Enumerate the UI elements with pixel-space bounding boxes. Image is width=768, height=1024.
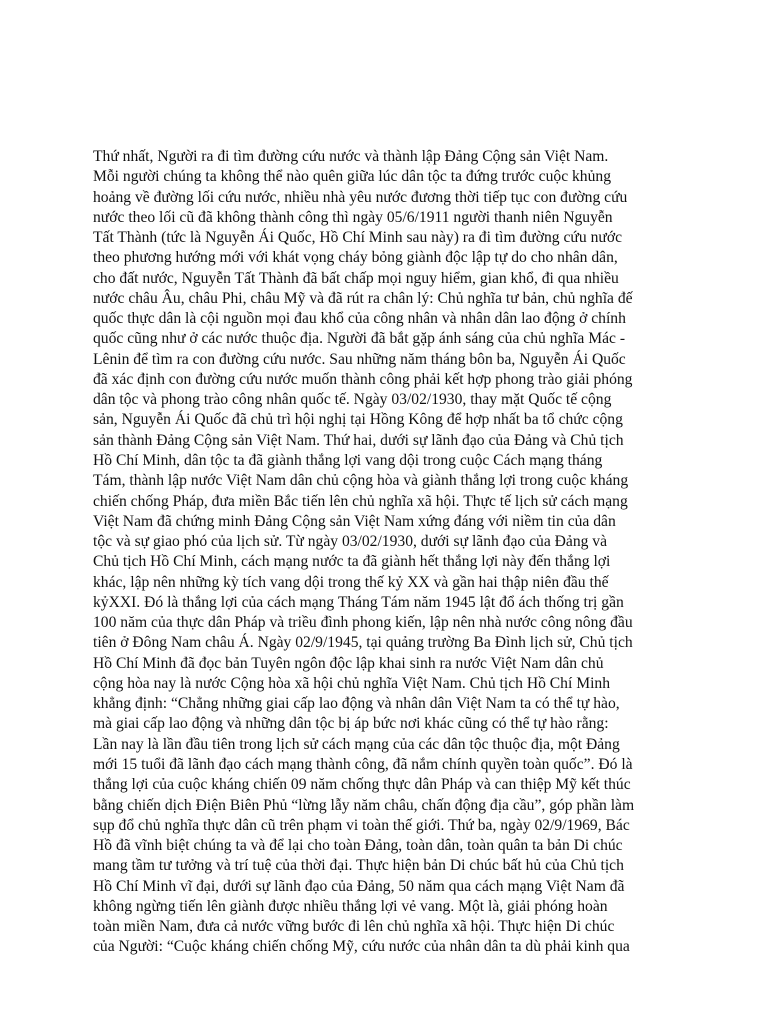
text-line: không ngừng tiến lên giành được nhiều thắng lợi vẻ vang. Một là, giải phóng hoàn	[93, 897, 608, 915]
text-line: của Người: “Cuộc kháng chiến chống Mỹ, cứu nước của nhân dân ta dù phải kinh qua	[93, 938, 630, 956]
text-line: sản, Nguyễn Ái Quốc đã chủ trì hội nghị tại Hồng Kông để hợp nhất ba tổ chức cộng	[93, 411, 623, 429]
text-line: thắng lợi của cuộc kháng chiến 09 năm chống thực dân Pháp và can thiệp Mỹ kết thúc	[93, 776, 631, 794]
text-line: nước châu Âu, châu Phi, châu Mỹ và đã rút ra chân lý: Chủ nghĩa tư bản, chủ nghĩa đế	[93, 289, 633, 307]
text-line: kỷXXI. Đó là thắng lợi của cách mạng Tháng Tám năm 1945 lật đổ ách thống trị gần	[93, 593, 624, 611]
text-line: đã xác định con đường cứu nước muốn thành công phải kết hợp phong trào giải phóng	[93, 370, 633, 388]
text-line: Việt Nam đã chứng minh Đảng Cộng sản Việt Nam xứng đáng với niềm tin của dân	[93, 512, 616, 530]
text-line: Hồ Chí Minh đã đọc bản Tuyên ngôn độc lập khai sinh ra nước Việt Nam dân chủ	[93, 654, 604, 672]
text-line: Lần nay là lần đầu tiên trong lịch sử cách mạng của các dân tộc thuộc địa, một Đảng	[93, 735, 620, 753]
text-line: bằng chiến dịch Điện Biên Phủ “lừng lẫy năm châu, chấn động địa cầu”, góp phần làm	[93, 796, 635, 814]
text-line: Lênin để tìm ra con đường cứu nước. Sau những năm tháng bôn ba, Nguyễn Ái Quốc	[93, 350, 626, 368]
text-line: Thứ nhất, Người ra đi tìm đường cứu nước và thành lập Đảng Cộng sản Việt Nam.	[93, 148, 609, 165]
text-line: tiên ở Đông Nam châu Á. Ngày 02/9/1945, tại quảng trường Ba Đình lịch sử, Chủ tịch	[93, 634, 633, 652]
text-line: Hồ đã vĩnh biệt chúng ta và để lại cho toàn Đảng, toàn dân, toàn quân ta bản Di chúc	[93, 837, 623, 855]
text-line: quốc cũng như ở các nước thuộc địa. Người đã bắt gặp ánh sáng của chủ nghĩa Mác -	[93, 330, 626, 348]
text-line: Hồ Chí Minh, dân tộc ta đã giành thắng lợi vang dội trong cuộc Cách mạng tháng	[93, 451, 603, 469]
text-line: cộng hòa nay là nước Cộng hòa xã hội chủ nghĩa Việt Nam. Chủ tịch Hồ Chí Minh	[93, 674, 610, 692]
text-line: tộc và sự giao phó của lịch sử. Từ ngày 03/02/1930, dưới sự lãnh đạo của Đảng và	[93, 533, 608, 551]
text-line: Tám, thành lập nước Việt Nam dân chủ cộng hòa và giành thắng lợi trong cuộc kháng	[93, 472, 629, 490]
text-line: Chủ tịch Hồ Chí Minh, cách mạng nước ta đã giành hết thắng lợi này đến thắng lợi	[93, 553, 611, 571]
text-line: nước theo lối cũ đã không thành công thì ngày 05/6/1911 người thanh niên Nguyễn	[93, 208, 613, 226]
text-line: sụp đổ chủ nghĩa thực dân cũ trên phạm vi toàn thế giới. Thứ ba, ngày 02/9/1969, Bác	[93, 816, 630, 834]
text-line: quốc thực dân là cội nguồn mọi đau khổ của công nhân và nhân dân lao động ở chính	[93, 310, 626, 328]
text-line: cho đất nước, Nguyễn Tất Thành đã bất chấp mọi nguy hiểm, gian khổ, đi qua nhiều	[93, 269, 619, 287]
text-line: khẳng định: “Chẳng những giai cấp lao động và nhân dân Việt Nam ta có thể tự hào,	[93, 695, 620, 713]
text-line: mà giai cấp lao động và những dân tộc bị áp bức nơi khác cũng có thể tự hào rằng:	[93, 715, 609, 733]
text-line: dân tộc và phong trào công nhân quốc tế. Ngày 03/02/1930, thay mặt Quốc tế cộng	[93, 391, 612, 409]
text-line: toàn miền Nam, đưa cả nước vững bước đi lên chủ nghĩa xã hội. Thực hiện Di chúc	[93, 918, 615, 936]
text-line: khác, lập nên những kỳ tích vang dội trong thế kỷ XX và gần hai thập niên đầu thế	[93, 573, 609, 591]
text-line: chiến chống Pháp, đưa miền Bắc tiến lên chủ nghĩa xã hội. Thực tế lịch sử cách mạng	[93, 492, 628, 510]
text-line: hoảng về đường lối cứu nước, nhiều nhà yêu nước đương thời tiếp tục con đường cứu	[93, 188, 628, 206]
text-line: Tất Thành (tức là Nguyễn Ái Quốc, Hồ Chí Minh sau này) ra đi tìm đường cứu nước	[93, 229, 622, 247]
text-line: Mỗi người chúng ta không thể nào quên giữa lúc dân tộc ta đứng trước cuộc khủng	[93, 168, 611, 186]
text-line: sản thành Đảng Cộng sản Việt Nam. Thứ hai, dưới sự lãnh đạo của Đảng và Chủ tịch	[93, 431, 624, 449]
text-line: mang tầm tư tưởng và trí tuệ của thời đại. Thực hiện bản Di chúc bất hủ của Chủ tịch	[93, 857, 624, 875]
document-body-text	[93, 147, 673, 958]
text-line: mới 15 tuổi đã lãnh đạo cách mạng thành công, đã nắm chính quyền toàn quốc”. Đó là	[93, 755, 633, 773]
text-line: 100 năm của thực dân Pháp và triều đình phong kiến, lập nên nhà nước công nông đầu	[93, 614, 633, 632]
text-line: Hồ Chí Minh vĩ đại, dưới sự lãnh đạo của Đảng, 50 năm qua cách mạng Việt Nam đã	[93, 877, 625, 895]
text-line: theo phương hướng mới với khát vọng cháy bỏng giành độc lập tự do cho nhân dân,	[93, 249, 618, 267]
